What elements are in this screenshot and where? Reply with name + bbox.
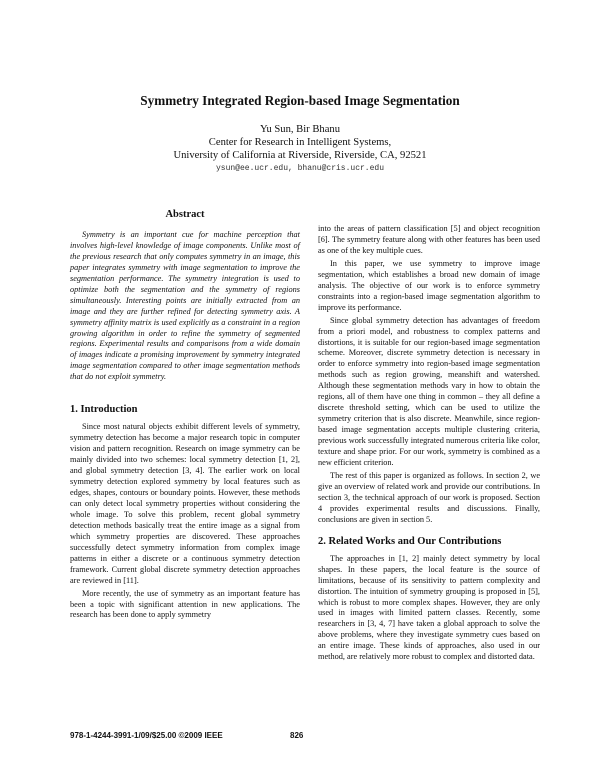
related-heading: 2. Related Works and Our Contributions [318,535,502,547]
abstract-text: Symmetry is an important cue for machine perception that involves high-level knowledge of image components. Unlike most of the previous research that only computes symmetry in an image, this paper integrates symmetry with image segmentation to improve the segmentation performance. The symmetry integration is used to optimize both the segmentation and the symmetry of regions simultaneously. Interesting points are initially extracted from an image and they are further refined for detecting symmetry axis. A symmetry affinity matrix is used explicitly as a constraint in a region growing algorithm in order to refine the symmetry of segmented regions. Experimental results and comparisons from a wide domain of images indicate a promising improvement by symmetry integrated image segmentation compared to other image segmentation methods that do not exploit symmetry. [70,229,300,382]
footer-isbn: 978-1-4244-3991-1/09/$25.00 ©2009 IEEE [70,731,223,740]
page-number: 826 [290,731,304,740]
intro-heading: 1. Introduction [70,404,138,416]
intro-paragraph-2: More recently, the use of symmetry as an important feature has been a topic with significant attention in new applications. The research has been done to apply symmetry [70,588,300,620]
intro-paragraph-this-paper: In this paper, we use symmetry to improve image segmentation, which establishes a broad new domain of image analysis. The objective of our work is to enforce symmetry constraints into a region-based image segmentation algorithm to improve its performance. [318,258,540,312]
intro-paragraph-1: Since most natural objects exhibit different levels of symmetry, symmetry detection has become a major research topic in computer vision and pattern recognition. Research on image symmetry can be mainly divided into two schemes: local symmetry detection [1, 2], and global symmetry detection [3, 4]. The earlier work on local symmetry detection explored symmetry by local features such as edges, shapes, contours or boundary points. However, these methods can only detect local symmetry properties without considering the whole image. To solve this problem, recent global symmetry detection methods basically treat the entire image as a signal from which symmetry properties are discovered. These approaches successfully detect symmetry information from complex image patterns in either a discrete or a continuous symmetry detection framework. Current global discrete symmetry detection approaches are reviewed in [11]. [70,422,300,585]
intro-paragraph-continued: into the areas of pattern classification [5] and object recognition [6]. The symmetry feature along with other features has been used as one of the key multiple cues. [318,224,540,255]
author-block [0,123,600,175]
author-emails: ysun@ee.ucr.edu, bhanu@cris.ucr.edu [215,164,385,173]
abstract-heading: Abstract [165,209,205,220]
paper-title: Symmetry Integrated Region-based Image Segmentation [140,93,460,108]
page-footer [70,731,540,743]
author-names: Yu Sun, Bir Bhanu [259,124,341,135]
left-column [70,210,300,621]
related-paragraph-1: The approaches in [1, 2] mainly detect symmetry by local shapes. In these papers, the local feature is the source of limitations, because of its sensitivity to pattern complexity and distortion. The intuition of symmetry grouping is proposed in [5], which is robust to more complex shapes. However, they are only used in images with limited pattern classes. Recently, some researchers in [3, 4, 7] have taken a global approach to solve the above problems, where they investigate symmetry cues based on an entire image. These kinds of approaches, also used in our method, are relatively more robust to complex and distorted data. [318,553,540,662]
affiliation-line-1: Center for Research in Intelligent Systems, [208,137,392,148]
abstract-section [70,210,300,383]
affiliation-line-2: University of California at Riverside, Riverside, CA, 92521 [173,150,427,161]
right-column [318,224,540,663]
intro-paragraph-global: Since global symmetry detection has advantages of freedom from a priori model, and robustness to complex patterns and distortions, it is suitable for our region-based image segmentation scheme. Moreover, discrete symmetry detection is necessary in order to enforce symmetry into region-based image segmentation methods such as region growing, meanshift and watershed. Although these segmentation methods vary in how to obtain the regions, all of them have one thing in common – they all define a discrete threshold setting, which can be used to utilize the symmetry criterion that is also discrete. Meanwhile, since region-based image segmentation accepts multiple clustering criteria, previous work successfully integrated numerous criteria like color, texture and shape prior. For our work, symmetry is combined as a new efficient criterion. [318,315,540,468]
intro-paragraph-organization: The rest of this paper is organized as follows. In section 2, we give an overview of related work and provide our contributions. In section 3, the technical approach of our work is proposed. Section 4 provides experimental results and discussions. Finally, conclusions are given in section 5. [318,470,540,524]
